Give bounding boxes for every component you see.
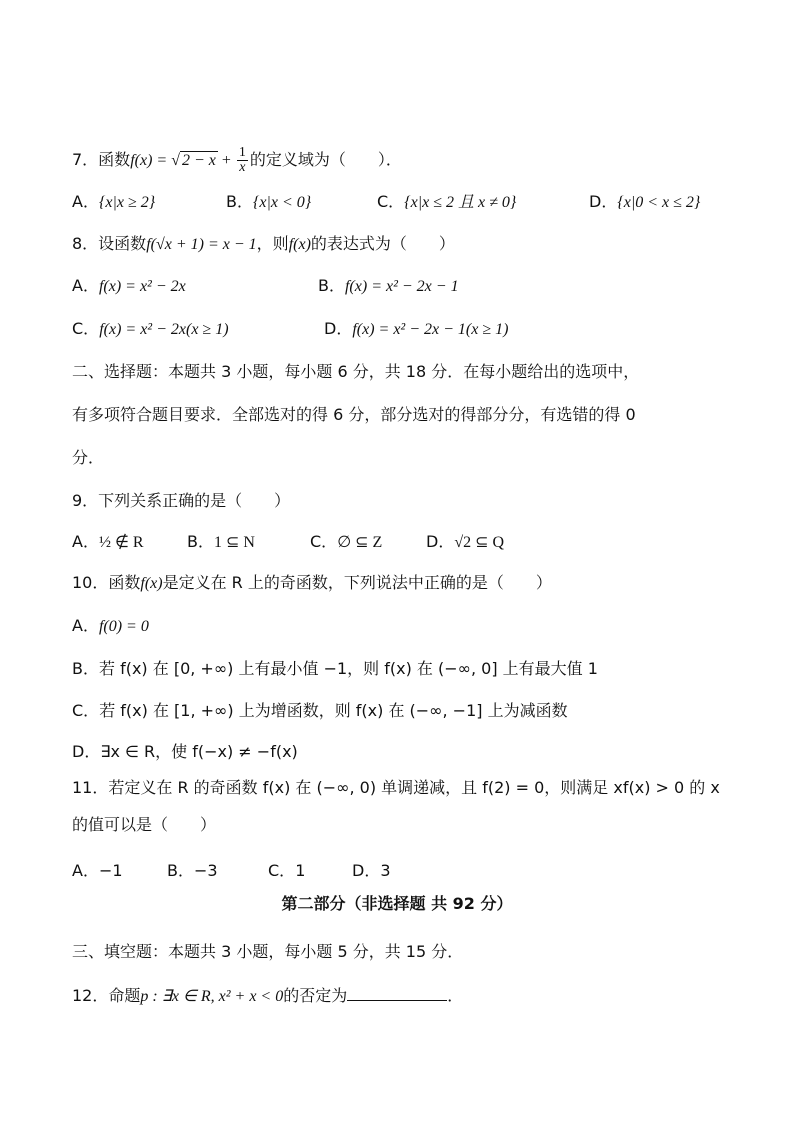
- section-2-line-3: 分．: [72, 448, 105, 467]
- option-label: C．: [310, 532, 338, 551]
- option-text: 若 f(x) 在 [0, +∞) 上有最小值 −1，则 f(x) 在 (−∞, 0] 上有最大值 1: [98, 659, 598, 678]
- q7-option-b: [226, 190, 311, 215]
- option-label: A．: [72, 276, 99, 295]
- part-2-title: 第二部分（非选择题 共 92 分）: [281, 894, 513, 913]
- q9-option-d: [426, 530, 504, 555]
- option-label: D．: [352, 861, 381, 880]
- option-text: f(x) = x² − 2x(x ≥ 1): [99, 321, 229, 338]
- q8-tail-b: 的表达式为（ ）: [310, 234, 455, 253]
- question-8-stem: [72, 232, 455, 257]
- q7-fraction: [237, 146, 248, 175]
- option-label: C．: [72, 319, 100, 338]
- option-text: ½ ∉ R: [98, 534, 144, 551]
- q7-option-c: [377, 190, 516, 215]
- q9-option-c: [310, 530, 382, 555]
- option-text: {x|x ≥ 2}: [98, 194, 156, 211]
- q11-option-d: [352, 859, 391, 883]
- question-11-line-1: 11．若定义在 R 的奇函数 f(x) 在 (−∞, 0) 单调递减，且 f(2) = 0，则满足 xf(x) > 0 的 x: [72, 778, 720, 797]
- q12-expr: p : ∃x ∈ R, x² + x < 0: [140, 988, 284, 1005]
- q12-tail: 的否定为: [283, 986, 348, 1005]
- q10-option-b: [72, 657, 598, 681]
- question-12-stem: [72, 984, 463, 1009]
- option-label: A．: [72, 616, 99, 635]
- option-label: A．: [72, 861, 99, 880]
- q7-option-d: [589, 190, 700, 215]
- q10-option-c: [72, 699, 568, 723]
- option-text: −1: [98, 861, 123, 880]
- question-9-stem: 9．下列关系正确的是（ ）: [72, 491, 291, 510]
- option-text: {x|x < 0}: [252, 194, 312, 211]
- section-3-heading: 三、填空题：本题共 3 小题，每小题 5 分，共 15 分．: [72, 942, 464, 961]
- q8-option-c: [72, 317, 229, 342]
- q11-option-b: [167, 859, 218, 883]
- option-label: C．: [268, 861, 296, 880]
- option-label: D．: [426, 532, 455, 551]
- option-text: 1: [295, 861, 306, 880]
- option-text: −3: [193, 861, 218, 880]
- q7-tail: 的定义域为（ ）．: [249, 150, 402, 169]
- option-label: C．: [72, 701, 100, 720]
- q11-option-c: [268, 859, 305, 883]
- option-text: 3: [380, 861, 391, 880]
- q7-frac-numerator: 1: [238, 145, 246, 160]
- option-text: ∅ ⊆ Z: [337, 534, 383, 551]
- q7-frac-denominator: x: [239, 160, 246, 175]
- q10-option-d: [72, 740, 298, 764]
- option-text: f(x) = x² − 2x − 1: [344, 278, 459, 295]
- q8-option-a: [72, 274, 186, 299]
- question-7-stem: 7．函数f(x) = √ 2 − x + $\frac{1}{x}$ 的定义域为（ ）．: [72, 145, 402, 175]
- q9-option-a: [72, 530, 144, 555]
- question-10-stem: [72, 571, 552, 596]
- option-text: ∃x ∈ R，使 f(−x) ≠ −f(x): [100, 742, 298, 761]
- option-label: B．: [167, 861, 194, 880]
- q11-option-a: [72, 859, 123, 883]
- q7-plus: +: [217, 152, 235, 169]
- q10-fx: f(x): [140, 575, 163, 592]
- section-2-line-1: 二、选择题：本题共 3 小题，每小题 6 分，共 18 分．在每小题给出的选项中，: [72, 362, 640, 381]
- question-11-line-2: 的值可以是（ ）: [72, 815, 217, 834]
- q12-end: ．: [447, 986, 464, 1005]
- option-text: f(x) = x² − 2x − 1(x ≥ 1): [352, 321, 509, 338]
- option-label: D．: [324, 319, 353, 338]
- q9-option-b: [187, 530, 255, 555]
- q7-sqrt-body: 2 − x: [181, 152, 216, 169]
- q10-option-a: [72, 614, 149, 639]
- option-text: {x|x ≤ 2 且 x ≠ 0}: [404, 194, 517, 211]
- option-label: B．: [318, 276, 345, 295]
- option-label: C．: [377, 192, 405, 211]
- option-label: B．: [187, 532, 214, 551]
- q12-answer-blank[interactable]: [347, 984, 447, 1001]
- option-text: f(0) = 0: [98, 618, 149, 635]
- q8-option-d: [324, 317, 508, 342]
- q8-fx: f(x): [288, 236, 311, 253]
- q7-expr-part-a: f(x) =: [130, 152, 172, 169]
- option-text: f(x) = x² − 2x: [98, 278, 186, 295]
- option-text: 若 f(x) 在 [1, +∞) 上为增函数，则 f(x) 在 (−∞, −1] 上为减函数: [99, 701, 568, 720]
- option-label: B．: [72, 659, 99, 678]
- q7-option-a: [72, 190, 155, 215]
- option-text: {x|0 < x ≤ 2}: [617, 194, 701, 211]
- option-text: √2 ⊆ Q: [454, 534, 505, 551]
- option-label: D．: [589, 192, 618, 211]
- q10-stem-a: 10．函数: [72, 573, 141, 592]
- q8-expr: f(√x + 1) = x − 1: [146, 236, 257, 253]
- option-text: 1 ⊆ N: [213, 534, 255, 551]
- q10-stem-b: 是定义在 R 上的奇函数，下列说法中正确的是（ ）: [162, 573, 552, 592]
- option-label: B．: [226, 192, 253, 211]
- q8-lead: 8．设函数: [72, 234, 147, 253]
- option-label: D．: [72, 742, 101, 761]
- q8-option-b: [318, 274, 459, 299]
- option-label: A．: [72, 192, 99, 211]
- q8-tail-a: ，则: [256, 234, 289, 253]
- q12-lead: 12．命题: [72, 986, 141, 1005]
- option-label: A．: [72, 532, 99, 551]
- section-2-line-2: 有多项符合题目要求．全部选对的得 6 分，部分选对的得部分分，有选错的得 0: [72, 405, 636, 424]
- q7-lead: 7．函数: [72, 150, 131, 169]
